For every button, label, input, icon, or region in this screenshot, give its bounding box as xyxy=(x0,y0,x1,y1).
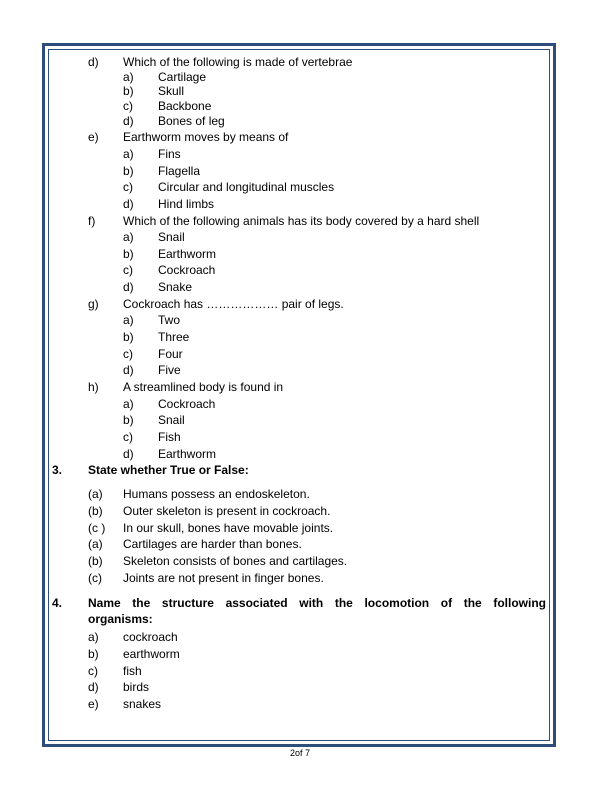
section-heading: Name the structure associated with the locomotion of the following xyxy=(88,596,546,610)
option-text: Earthworm xyxy=(158,447,217,461)
option-label: b) xyxy=(123,413,134,427)
question-text: A streamlined body is found in xyxy=(123,380,284,394)
option-label: c) xyxy=(123,347,133,361)
item-text: Humans possess an endoskeleton. xyxy=(123,487,310,501)
page-number: 2of 7 xyxy=(289,748,311,758)
option-text: Backbone xyxy=(158,99,212,113)
option-label: c) xyxy=(123,99,133,113)
option-text: Fish xyxy=(158,430,181,444)
item-text: Joints are not present in finger bones. xyxy=(123,571,324,585)
question-text: Cockroach has ……………… pair of legs. xyxy=(123,297,344,311)
item-label: d) xyxy=(88,680,99,694)
item-text: earthworm xyxy=(123,647,180,661)
section-heading: State whether True or False: xyxy=(88,463,249,477)
option-label: a) xyxy=(123,70,134,84)
question-label: d) xyxy=(88,55,99,69)
item-text: Outer skeleton is present in cockroach. xyxy=(123,504,331,518)
item-label: b) xyxy=(88,647,99,661)
item-text: snakes xyxy=(123,697,162,711)
item-label: (c) xyxy=(88,571,102,585)
option-label: b) xyxy=(123,330,134,344)
option-label: b) xyxy=(123,84,134,98)
item-label: a) xyxy=(88,630,99,644)
option-label: a) xyxy=(123,230,134,244)
question-text: Earthworm moves by means of xyxy=(123,130,289,144)
item-label: (a) xyxy=(88,487,103,501)
option-label: d) xyxy=(123,114,134,128)
option-label: c) xyxy=(123,430,133,444)
option-text: Three xyxy=(158,330,190,344)
item-text: Cartilages are harder than bones. xyxy=(123,537,302,551)
question-label: g) xyxy=(88,297,99,311)
item-text: Skeleton consists of bones and cartilages. xyxy=(123,554,348,568)
option-text: Snake xyxy=(158,280,193,294)
option-text: Cockroach xyxy=(158,263,216,277)
option-text: Skull xyxy=(158,84,185,98)
option-label: b) xyxy=(123,164,134,178)
question-label: e) xyxy=(88,130,99,144)
option-text: Snail xyxy=(158,230,185,244)
option-text: Earthworm xyxy=(158,247,217,261)
option-label: d) xyxy=(123,363,134,377)
item-label: (b) xyxy=(88,504,103,518)
question-label: h) xyxy=(88,380,99,394)
item-text: birds xyxy=(123,680,150,694)
option-label: a) xyxy=(123,313,134,327)
question-text: Which of the following is made of vertebrae xyxy=(123,55,353,69)
option-label: a) xyxy=(123,147,134,161)
option-text: Snail xyxy=(158,413,185,427)
option-label: a) xyxy=(123,397,134,411)
item-text: fish xyxy=(123,664,142,678)
option-label: b) xyxy=(123,247,134,261)
option-label: c) xyxy=(123,263,133,277)
option-text: Cartilage xyxy=(158,70,207,84)
option-text: Fins xyxy=(158,147,181,161)
option-text: Flagella xyxy=(158,164,201,178)
item-text: cockroach xyxy=(123,630,178,644)
item-label: e) xyxy=(88,697,99,711)
option-text: Four xyxy=(158,347,183,361)
item-label: (c ) xyxy=(88,521,106,535)
option-text: Cockroach xyxy=(158,397,216,411)
option-text: Circular and longitudinal muscles xyxy=(158,180,335,194)
option-text: Bones of leg xyxy=(158,114,225,128)
item-label: (a) xyxy=(88,537,103,551)
option-label: d) xyxy=(123,280,134,294)
question-label: f) xyxy=(88,214,96,228)
option-text: Two xyxy=(158,313,181,327)
option-text: Hind limbs xyxy=(158,197,215,211)
question-text: Which of the following animals has its body covered by a hard shell xyxy=(123,214,480,228)
item-label: c) xyxy=(88,664,98,678)
option-text: Five xyxy=(158,363,181,377)
section-heading-continued: organisms: xyxy=(88,612,153,626)
option-label: c) xyxy=(123,180,133,194)
option-label: d) xyxy=(123,197,134,211)
item-label: (b) xyxy=(88,554,103,568)
section-number: 4. xyxy=(52,596,63,610)
item-text: In our skull, bones have movable joints. xyxy=(123,521,334,535)
section-number: 3. xyxy=(52,463,63,477)
option-label: d) xyxy=(123,447,134,461)
